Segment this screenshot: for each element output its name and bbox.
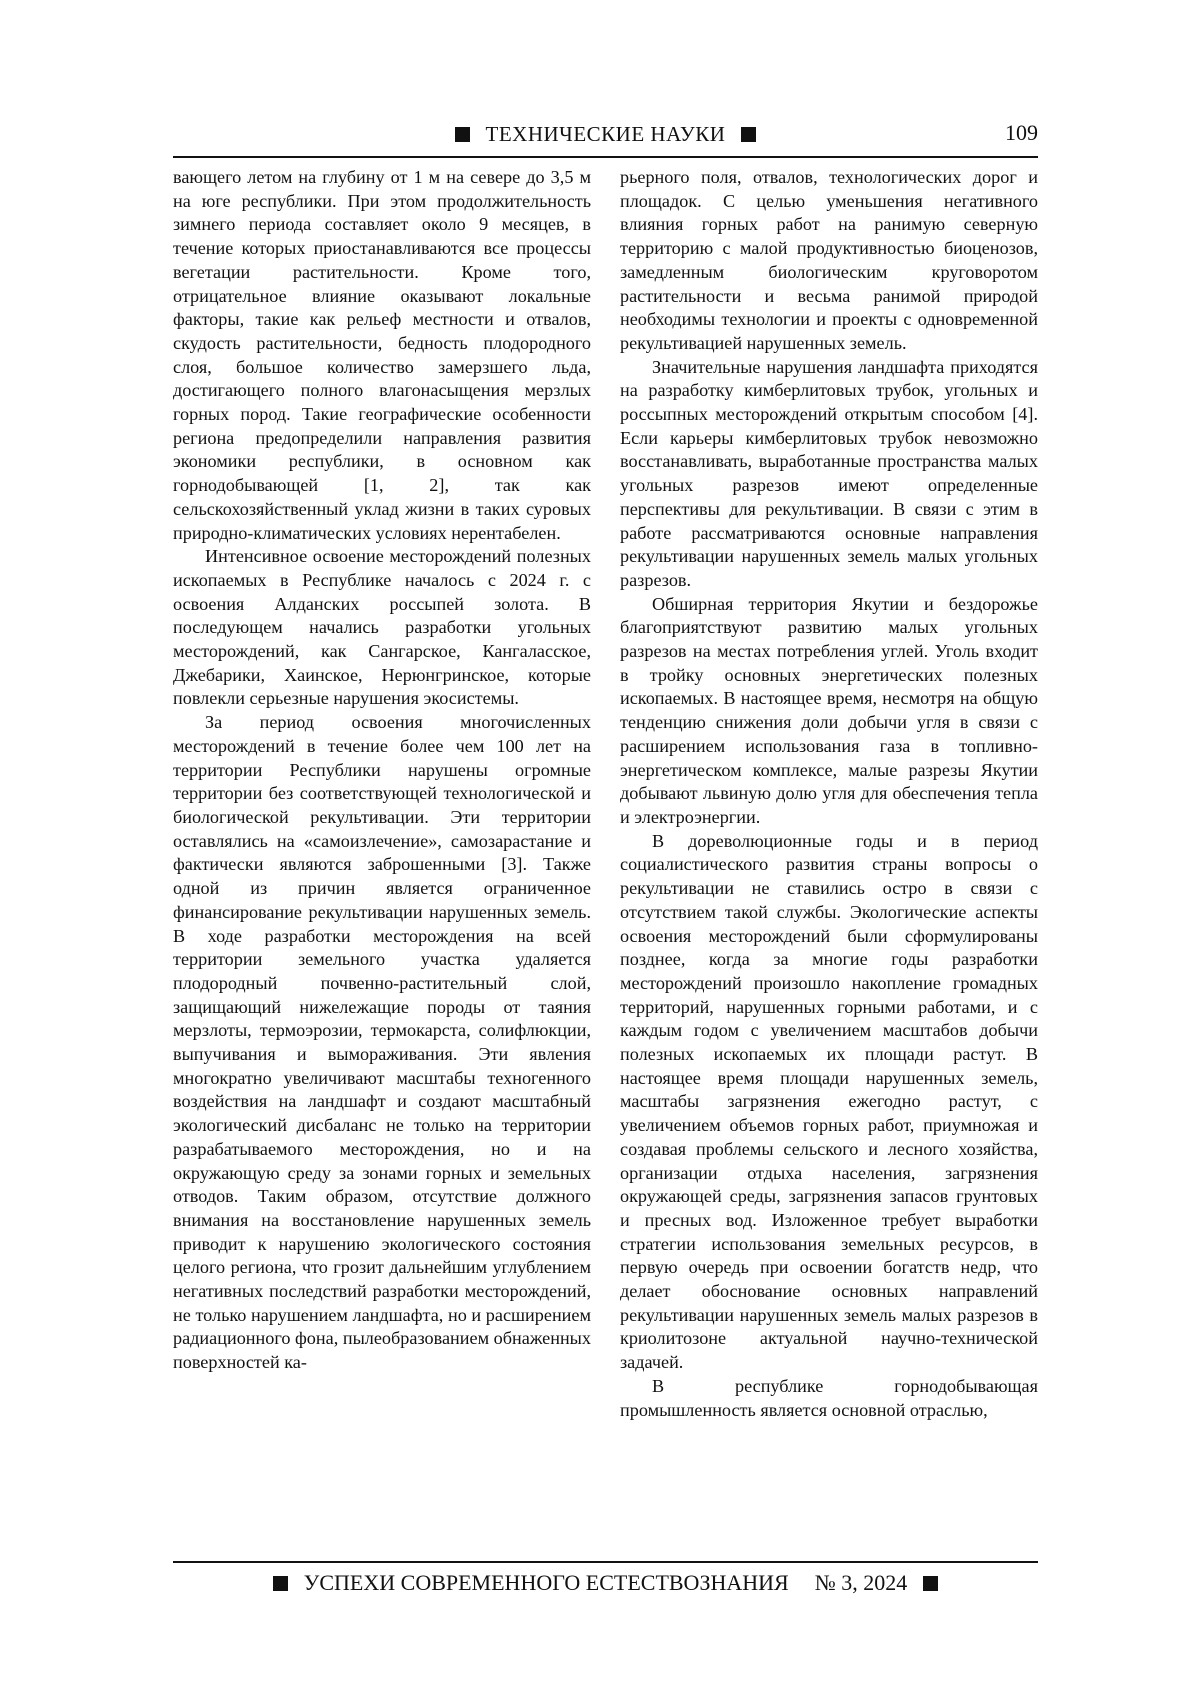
paragraph: В республике горнодобывающая промышленность является основной отраслью, [620, 1375, 1038, 1420]
header-rule [173, 156, 1038, 158]
issue-number: № 3, 2024 [814, 1570, 908, 1595]
page-number: 109 [1005, 120, 1038, 145]
section-title: ТЕХНИЧЕСКИЕ НАУКИ [485, 122, 726, 146]
right-column [620, 166, 1038, 1556]
square-bullet-icon [741, 127, 756, 142]
paragraph: Обширная территория Якутии и бездорожье благоприятствуют развитию малых угольных разрезов на местах потребления углей. Уголь входит в тройку основных энергетических полезных ископаемых. В настоящее время, несмотря на общую тенденцию снижения доли добычи угля в связи с расширением использования газа в топливно-энергетическом комплексе, малые разрезы Якутии добывают львиную долю угля для обеспечения тепла и электроэнергии. [620, 593, 1038, 827]
paragraph: вающего летом на глубину от 1 м на севере до 3,5 м на юге республики. При этом продолжительность зимнего периода составляет около 9 месяцев, в течение которых приостанавливаются все процессы вегетации растительности. Кроме того, отрицательное влияние оказывают локальные факторы, такие как рельеф местности и отвалов, скудость растительности, бедность плодородного слоя, большое количество замерзшего льда, достигающего полного влагонасыщения мерзлых горных пород. Такие географические особенности региона предопределили направления развития экономики республики, в основном как горнодобывающей [1, 2], так как сельскохозяйственный уклад жизни в таких суровых природно-климатических условиях нерентабелен. [173, 167, 591, 543]
running-footer [173, 1570, 1038, 1604]
paragraph: Интенсивное освоение месторождений полезных ископаемых в Республике началось с 2024 г. с освоения Алданских россыпей золота. В последующем начались разработки угольных месторождений, как Сангарское, Кангаласское, Джебарики, Хаинское, Нерюнгринское, которые повлекли серьезные нарушения экосистемы. [173, 546, 591, 709]
square-bullet-icon [923, 1576, 938, 1591]
paragraph: За период освоения многочисленных месторождений в течение более чем 100 лет на территории Республики нарушены огромные территории без соответствующей технологической и биологической рекультивации. Эти территории оставлялись на «самоизлечение», самозарастание и фактически являются заброшенными [3]. Также одной из причин является ограниченное финансирование рекультивации нарушенных земель. В ходе разработки месторождения на всей территории земельного участка удаляется плодородный почвенно-растительный слой, защищающий нижележащие породы от таяния мерзлоты, термоэрозии, термокарста, солифлюкции, выпучивания и вымораживания. Эти явления многократно увеличивают масштабы техногенного воздействия на ландшафт и создают масштабный экологический дисбаланс не только на территории разрабатываемого месторождения, но и на окружающую среду за зонами горных и земельных отводов. Таким образом, отсутствие должного внимания на восстановление нарушенных земель приводит к нарушению экологического состояния целого региона, что грозит дальнейшим углублением негативных последствий разработки месторождений, не только нарушением ландшафта, но и расширением радиационного фона, пылеобразованием обнаженных поверхностей ка- [173, 712, 591, 1373]
paragraph: Значительные нарушения ландшафта приходятся на разработку кимберлитовых трубок, угольных и россыпных месторождений открытым способом [4]. Если карьеры кимберлитовых трубок невозможно восстанавливать, выработанные пространства малых угольных разрезов имеют определенные перспективы для рекультивации. В связи с этим в работе рассматриваются основные направления рекультивации нарушенных земель малых угольных разрезов. [620, 356, 1038, 590]
running-header [173, 118, 1038, 152]
journal-title: УСПЕХИ СОВРЕМЕННОГО ЕСТЕСТВОЗНАНИЯ [303, 1570, 789, 1595]
footer-rule [173, 1561, 1038, 1563]
paragraph: рьерного поля, отвалов, технологических дорог и площадок. С целью уменьшения негативного влияния горных работ на ранимую северную территорию с малой продуктивностью биоценозов, замедленным биологическим круговоротом растительности и весьма ранимой природой необходимы технологии и проекты с одновременной рекультивацией нарушенных земель. [620, 167, 1038, 353]
square-bullet-icon [273, 1576, 288, 1591]
left-column [173, 166, 591, 1556]
square-bullet-icon [455, 127, 470, 142]
paragraph: В дореволюционные годы и в период социалистического развития страны вопросы о рекультивации не ставились остро в связи с отсутствием такой службы. Экологические аспекты освоения месторождений были сформулированы позднее, когда за многие годы разработки месторождений произошло накопление громадных территорий, нарушенных горными работами, и с каждым годом с увеличением масштабов добычи полезных ископаемых их площади растут. В настоящее время площади нарушенных земель, масштабы загрязнения ежегодно растут, с увеличением объемов горных работ, приумножая и создавая проблемы сельского и лесного хозяйства, организации отдыха населения, загрязнения окружающей среды, загрязнения запасов грунтовых и пресных вод. Изложенное требует выработки стратегии использования земельных ресурсов, в первую очередь при освоении богатств недр, что делает обоснование основных направлений рекультивации нарушенных земель малых разрезов в криолитозоне актуальной научно-технической задачей. [620, 830, 1038, 1373]
section-heading [173, 122, 1038, 147]
